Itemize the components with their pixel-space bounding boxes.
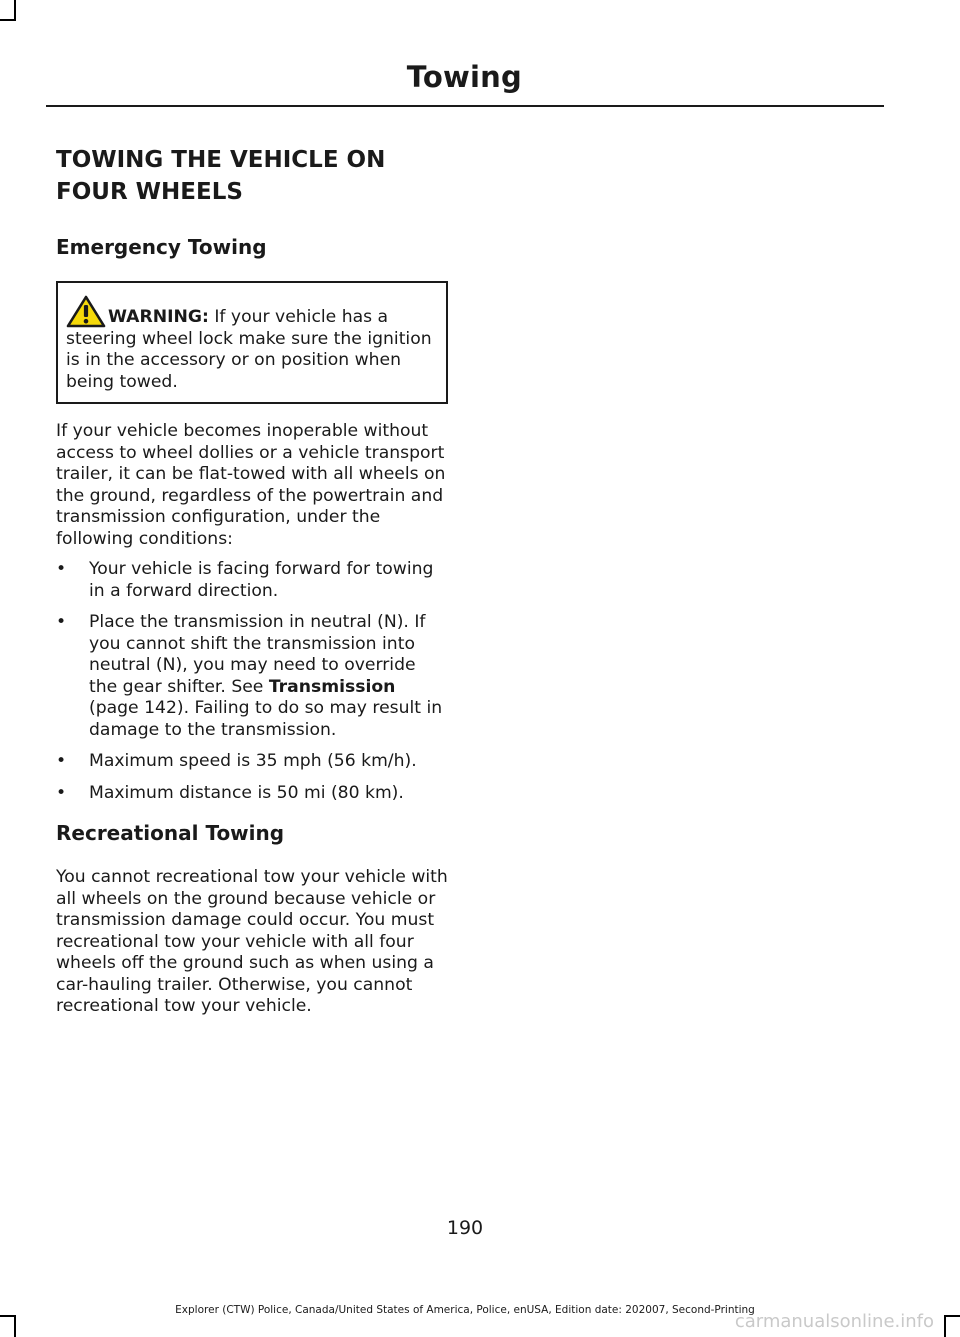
- bullet: •: [56, 612, 67, 632]
- list-item: [56, 559, 448, 602]
- warning-box: [56, 281, 448, 404]
- running-head: Towing: [406, 60, 522, 94]
- header-rule: [46, 105, 884, 107]
- warning-triangle-icon: [66, 295, 106, 328]
- section-title: [56, 144, 448, 208]
- crop-mark: [14, 1316, 16, 1337]
- bullet: •: [56, 782, 67, 803]
- main-column: [56, 144, 448, 1027]
- warning-label: WARNING:: [108, 307, 209, 327]
- bullet-text: Your vehicle is facing forward for towing in a forward direction.: [89, 559, 434, 601]
- crop-mark: [14, 0, 16, 20]
- crop-mark: [944, 1315, 960, 1317]
- bullet-text: Maximum speed is 35 mph (56 km/h).: [89, 751, 417, 771]
- bullet-text: Maximum distance is 50 mi (80 km).: [89, 782, 404, 803]
- footer-edition: Explorer (CTW) Police, Canada/United States of America, Police, enUSA, Edition date: 202007, Second-Printing: [175, 1304, 755, 1316]
- list-item: [56, 751, 448, 773]
- conditions-list: [56, 559, 448, 804]
- emergency-intro: If your vehicle becomes inoperable without access to wheel dollies or a vehicle transport trailer, it can be flat-towed with all wheels on the ground, regardless of the powertrain and transmission configuration, under the following conditions:: [56, 421, 446, 549]
- transmission-link[interactable]: Transmission: [268, 676, 396, 697]
- crop-mark: [944, 1316, 946, 1337]
- bullet: •: [56, 751, 67, 771]
- warning-text: If your vehicle has a steering wheel lock make sure the ignition is in the accessory or on position when being towed.: [66, 307, 432, 392]
- section-title-line-2: FOUR WHEELS: [56, 179, 243, 205]
- bullet-text: Place the transmission in neutral (N). If you cannot shift the transmission into neutral (N), you may need to override the gear shifter. See: [89, 612, 426, 697]
- recreational-text: You cannot recreational tow your vehicle with all wheels on the ground because vehicle or transmission damage could occur. You must recreational tow your vehicle with all four wheels off the ground such as when using a car-hauling trailer. Otherwise, you cannot recreational tow your vehicle.: [56, 867, 448, 1016]
- watermark: carmanualsonline.info: [734, 1311, 934, 1332]
- section-title-line-1: TOWING THE VEHICLE ON: [56, 147, 386, 173]
- page-ref: (page 142).: [89, 698, 190, 718]
- list-item: [56, 783, 448, 805]
- emergency-towing-heading: Emergency Towing: [56, 235, 267, 259]
- list-item: [56, 612, 448, 741]
- bullet-text-continued: Failing to do so may result in damage to the transmission.: [89, 698, 443, 740]
- recreational-towing-heading: Recreational Towing: [56, 821, 285, 845]
- bullet: •: [56, 559, 67, 579]
- crop-mark: [0, 19, 16, 21]
- page-number: 190: [446, 1217, 484, 1239]
